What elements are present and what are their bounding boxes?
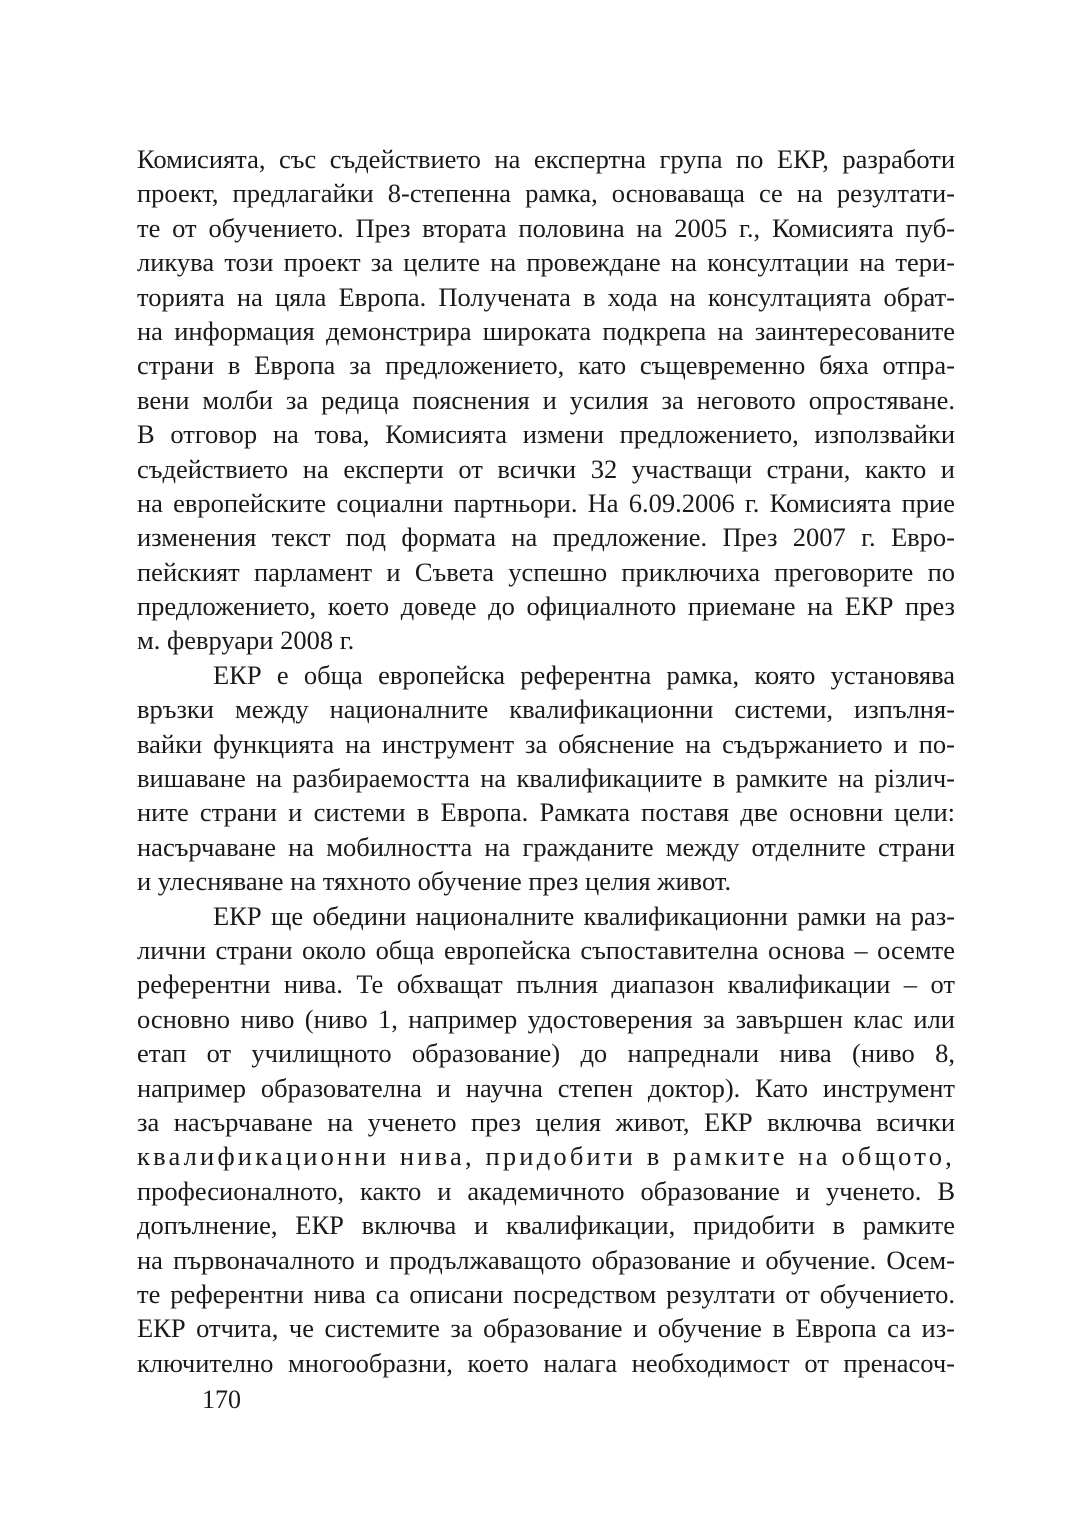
text-line: изменения текст под формата на предложение. През 2007 г. Евро- (137, 522, 955, 553)
text-line: референтни нива. Те обхващат пълния диапазон квалификации – от (137, 969, 955, 1000)
text-line: вени молби за редица пояснения и усилия за неговото опростяване. (137, 384, 955, 415)
text-line: на първоначалното и продължаващото образование и обучение. Осем- (137, 1244, 955, 1275)
text-line: основно ниво (ниво 1, например удостоверения за завършен клас или (137, 1003, 955, 1034)
text-line: насърчаване на мобилността на гражданите между отделните страни (137, 831, 955, 862)
text-line: пейският парламент и Съвета успешно приключиха преговорите по (137, 556, 955, 587)
page-number: 170 (202, 1385, 241, 1414)
text-line: страни в Европа за предложението, като същевременно бяха отпра- (137, 350, 955, 381)
text-line: В отговор на това, Комисията измени предложението, използвайки (137, 419, 955, 450)
text-line: и улесняване на тяхното обучение през целия живот. (137, 866, 732, 897)
text-line: връзки между националните квалификационни системи, изпълня- (137, 694, 955, 725)
text-line: лични страни около обща европейска съпоставителна основа – осемте (137, 934, 955, 965)
text-line: предложението, което доведе до официалното приемане на ЕКР през (137, 591, 955, 622)
text-line: на информация демонстрира широката подкрепа на заинтересованите (137, 315, 955, 346)
text-line: м. февруари 2008 г. (137, 625, 355, 656)
text-line: ЕКР ще обедини националните квалификационни рамки на раз- (213, 900, 955, 931)
text-line: вайки функцията на инструмент за обяснение на съдържанието и по- (137, 728, 955, 759)
text-line: ключително многообразни, което налага необходимост от пренасоч- (137, 1347, 955, 1378)
text-line: вишаване на разбираемостта на квалификациите в рамките на різлич- (137, 763, 955, 794)
text-line: за насърчаване на ученето през целия живот, ЕКР включва всички (137, 1106, 955, 1137)
body-text (137, 142, 955, 1380)
text-line: квалификационни нива, придобити в рамките на общото, (137, 1141, 955, 1172)
text-line: на европейските социални партньори. На 6.09.2006 г. Комисията прие (137, 487, 955, 518)
text-line: професионалното, както и академичното образование и ученето. В (137, 1175, 955, 1206)
text-line: съдействието на експерти от всички 32 участващи страни, както и (137, 453, 955, 484)
text-line: Комисията, със съдействието на експертна група по ЕКР, разработи (137, 144, 955, 174)
text-line: те от обучението. През втората половина на 2005 г., Комисията пуб- (137, 212, 955, 243)
text-line: проект, предлагайки 8-степенна рамка, основаваща се на резултати- (137, 178, 955, 209)
text-line: ликува този проект за целите на провеждане на консултации на тери- (137, 247, 955, 278)
text-line: ЕКР е обща европейска референтна рамка, която установява (213, 659, 955, 690)
text-line: ЕКР отчита, че системите за образование и обучение в Европа са из- (137, 1313, 955, 1344)
text-line: етап от училищното образование) до напреднали нива (ниво 8, (137, 1038, 955, 1069)
text-line: ните страни и системи в Европа. Рамката поставя две основни цели: (137, 797, 955, 828)
text-line: например образователна и научна степен доктор). Като инструмент (137, 1072, 955, 1103)
text-line: допълнение, ЕКР включва и квалификации, придобити в рамките (137, 1210, 955, 1241)
text-line: торията на цяла Европа. Получената в хода на консултацията обрат- (137, 281, 955, 312)
text-line: те референтни нива са описани посредством резултати от обучението. (137, 1278, 955, 1309)
